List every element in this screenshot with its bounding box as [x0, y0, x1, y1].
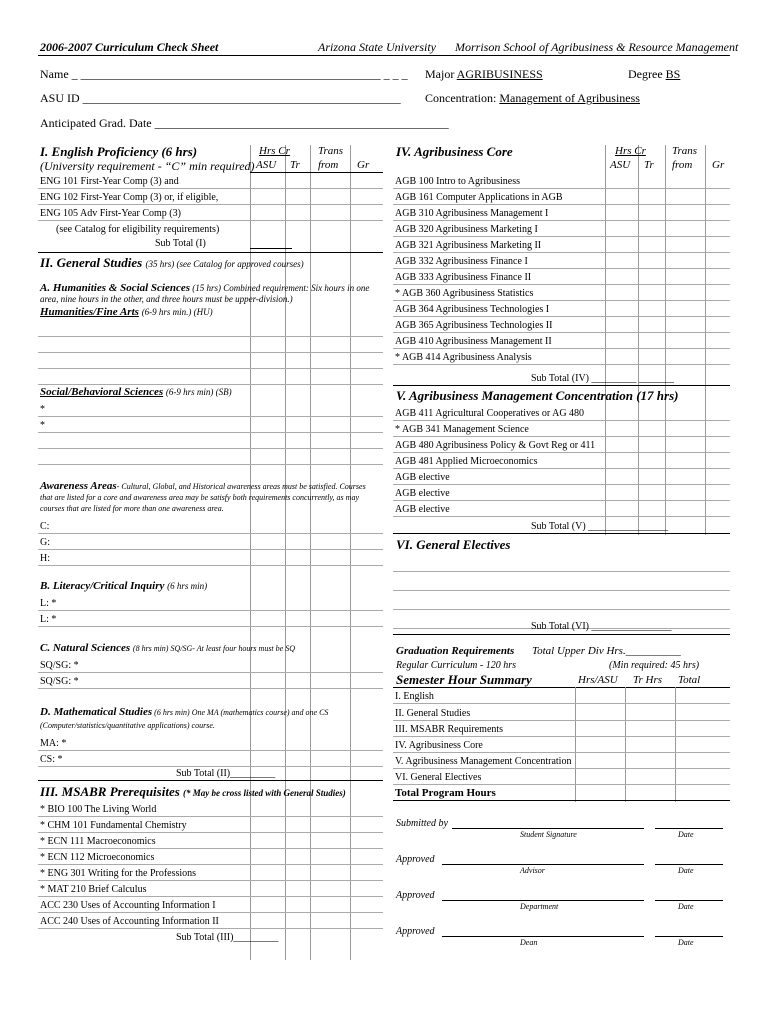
- table-row[interactable]: L: *: [38, 594, 383, 611]
- aw-block: Awareness Areas- Cultural, Global, and Historical awareness areas must be satisfied. Courses that are listed for a core and awareness area may be satisfy both requirements concurrently, as may courses that are listed for more than one awareness area.: [40, 480, 366, 513]
- electives-title: VI. General Electives: [396, 537, 511, 552]
- upper-div-hrs[interactable]: Total Upper Div Hrs.__________: [532, 645, 681, 657]
- advisor-signature-line[interactable]: [442, 864, 644, 865]
- list-item[interactable]: * ECN 112 Microeconomics: [38, 848, 383, 865]
- core-hrs-cr-head: Hrs Cr: [615, 145, 646, 157]
- conc-subtotal[interactable]: Sub Total (V) ________________: [531, 521, 669, 532]
- department-date-line[interactable]: [655, 900, 723, 901]
- table-row[interactable]: [38, 352, 383, 369]
- approved-label: Approved: [396, 854, 435, 865]
- concentration-label: Concentration:: [425, 91, 497, 105]
- list-item: (see Catalog for eligibility requirements): [56, 224, 220, 235]
- list-item[interactable]: AGB 333 Agribusiness Finance II: [393, 268, 730, 285]
- header-rule: [38, 55, 730, 56]
- list-item[interactable]: * AGB 414 Agribusiness Analysis: [393, 348, 730, 365]
- section-rule: [38, 780, 383, 781]
- table-row[interactable]: [38, 336, 383, 353]
- table-row[interactable]: I. English: [393, 687, 730, 704]
- tr-hrs-head: Tr Hrs: [633, 674, 663, 686]
- from-head: from: [318, 159, 339, 171]
- dean-signature-line[interactable]: [442, 936, 644, 937]
- list-item[interactable]: * BIO 100 The Living World: [38, 800, 383, 817]
- table-row[interactable]: CS: *: [38, 750, 383, 767]
- regular-curriculum: Regular Curriculum - 120 hrs: [396, 660, 516, 671]
- list-item[interactable]: ENG 101 First-Year Comp (3) and: [38, 172, 383, 189]
- table-row[interactable]: *: [38, 416, 383, 433]
- list-item[interactable]: * ECN 111 Macroeconomics: [38, 832, 383, 849]
- list-item[interactable]: AGB 411 Agricultural Cooperatives or AG 480: [393, 404, 730, 421]
- date-caption: Date: [678, 902, 694, 911]
- hs-block: A. Humanities & Social Sciences (15 hrs) Combined requirement: Six hours in one area, nine hours in the other, and three hours must be upper-division.): [40, 282, 370, 304]
- hu-title: Humanities/Fine Arts (6-9 hrs min.) (HU): [40, 306, 213, 318]
- msabr-title: III. MSABR Prerequisites (* May be cross listed with General Studies): [40, 784, 346, 799]
- core-title: IV. Agribusiness Core: [396, 144, 513, 159]
- list-item[interactable]: AGB 321 Agribusiness Marketing II: [393, 236, 730, 253]
- submitted-label: Submitted by: [396, 818, 448, 829]
- concentration-value: Management of Agribusiness: [499, 91, 640, 105]
- list-item[interactable]: AGB 481 Applied Microeconomics: [393, 452, 730, 469]
- degree-value: BS: [665, 67, 681, 81]
- core-gr-head: Gr: [712, 159, 725, 171]
- major-value: AGRIBUSINESS: [456, 67, 543, 81]
- core-tr-head: Tr: [644, 159, 654, 171]
- table-row[interactable]: [38, 320, 383, 337]
- department-signature-line[interactable]: [442, 900, 644, 901]
- table-row[interactable]: SQ/SG: *: [38, 672, 383, 689]
- name-field[interactable]: [40, 67, 408, 82]
- electives-subtotal[interactable]: Sub Total (VI) ________________: [531, 621, 672, 632]
- department-caption: Department: [520, 902, 559, 911]
- list-item[interactable]: AGB 480 Agribusiness Policy & Govt Reg or 411: [393, 436, 730, 453]
- student-date-line[interactable]: [655, 828, 723, 829]
- table-row[interactable]: II. General Studies: [393, 704, 730, 721]
- advisor-date-line[interactable]: [655, 864, 723, 865]
- table-row[interactable]: [393, 553, 730, 572]
- list-item[interactable]: AGB 332 Agribusiness Finance I: [393, 252, 730, 269]
- student-caption: Student Signature: [520, 830, 577, 839]
- table-row[interactable]: C:: [38, 517, 383, 534]
- major: [425, 67, 543, 82]
- table-row[interactable]: VI. General Electives: [393, 768, 730, 785]
- list-item[interactable]: AGB 310 Agribusiness Management I: [393, 204, 730, 221]
- sheet-title: 2006-2007 Curriculum Check Sheet: [40, 40, 219, 54]
- asu-id-line: _____________________________________________________: [82, 91, 401, 105]
- list-item[interactable]: AGB elective: [393, 468, 730, 485]
- name-line: __________________________________________________ _ _ _: [80, 67, 408, 81]
- total-head: Total: [678, 674, 701, 686]
- list-item[interactable]: * ENG 301 Writing for the Professions: [38, 864, 383, 881]
- english-subtotal-line[interactable]: [250, 248, 292, 249]
- section-rule: [393, 385, 730, 386]
- section-rule: [38, 252, 383, 253]
- name-label: Name _: [40, 67, 78, 81]
- core-subtotal[interactable]: Sub Total (IV) _________ _______: [531, 373, 674, 384]
- dean-date-line[interactable]: [655, 936, 723, 937]
- concentration: [425, 91, 640, 106]
- approved-label: Approved: [396, 926, 435, 937]
- list-item[interactable]: * MAT 210 Brief Calculus: [38, 880, 383, 897]
- degree: [628, 67, 680, 82]
- min-required: (Min required: 45 hrs): [609, 660, 700, 671]
- date-caption: Date: [678, 866, 694, 875]
- general-title: II. General Studies (35 hrs) (see Catalog for approved courses): [40, 255, 304, 270]
- list-item[interactable]: AGB 364 Agribusiness Technologies I: [393, 300, 730, 317]
- list-item[interactable]: AGB 320 Agribusiness Marketing I: [393, 220, 730, 237]
- student-signature-line[interactable]: [452, 828, 644, 829]
- tr-head: Tr: [290, 159, 300, 171]
- table-row[interactable]: IV. Agribusiness Core: [393, 736, 730, 753]
- ns-title: C. Natural Sciences (8 hrs min) SQ/SG- At least four hours must be SQ: [40, 642, 295, 654]
- list-item[interactable]: * AGB 360 Agribusiness Statistics: [393, 284, 730, 301]
- general-subtotal[interactable]: Sub Total (II)_________: [176, 768, 276, 779]
- list-item[interactable]: AGB 410 Agribusiness Management II: [393, 332, 730, 349]
- approved-label: Approved: [396, 890, 435, 901]
- english-subtotal: Sub Total (I): [155, 238, 206, 249]
- trans-head: Trans: [318, 145, 344, 157]
- university-name: Arizona State University: [318, 40, 436, 54]
- list-item[interactable]: ACC 240 Uses of Accounting Information II: [38, 912, 383, 929]
- table-row[interactable]: V. Agribusiness Management Concentration: [393, 752, 730, 769]
- school-name: Morrison School of Agribusiness & Resource Management: [455, 40, 739, 54]
- list-item[interactable]: AGB elective: [393, 484, 730, 501]
- table-row[interactable]: H:: [38, 549, 383, 566]
- list-item[interactable]: * AGB 341 Management Science: [393, 420, 730, 437]
- asu-id-label: ASU ID: [40, 91, 80, 105]
- table-row[interactable]: MA: *: [38, 734, 383, 751]
- table-row[interactable]: Total Program Hours: [393, 784, 730, 801]
- english-sub: (University requirement - “C” min required): [40, 159, 255, 173]
- table-row[interactable]: L: *: [38, 610, 383, 627]
- table-row[interactable]: SQ/SG: *: [38, 656, 383, 673]
- ms-block: D. Mathematical Studies (6 hrs min) One MA (mathematics course) and one CS (Computer/statistics/quantitative applications) course.: [40, 706, 329, 730]
- table-row[interactable]: [38, 448, 383, 465]
- core-asu-head: ASU: [610, 159, 631, 171]
- table-row[interactable]: [38, 368, 383, 385]
- list-item[interactable]: AGB 365 Agribusiness Technologies II: [393, 316, 730, 333]
- core-from-head: from: [672, 159, 693, 171]
- conc-title: V. Agribusiness Management Concentration (17 hrs): [396, 388, 679, 403]
- list-item[interactable]: AGB 100 Intro to Agribusiness: [393, 172, 730, 189]
- section-rule: [393, 634, 730, 635]
- degree-label: Degree: [628, 67, 663, 81]
- date-caption: Date: [678, 830, 694, 839]
- core-trans-head: Trans: [672, 145, 698, 157]
- dean-caption: Dean: [520, 938, 538, 947]
- table-row[interactable]: [393, 591, 730, 610]
- asu-id-field[interactable]: [40, 91, 401, 106]
- english-title: I. English Proficiency (6 hrs): [40, 144, 198, 159]
- list-item[interactable]: ENG 102 First-Year Comp (3) or, if eligible,: [38, 188, 383, 205]
- sb-title: Social/Behavioral Sciences (6-9 hrs min) (SB): [40, 386, 232, 398]
- list-item[interactable]: ENG 105 Adv First-Year Comp (3): [38, 204, 383, 221]
- advisor-caption: Advisor: [520, 866, 545, 875]
- date-caption: Date: [678, 938, 694, 947]
- grad-date-line: _________________________________________________: [154, 116, 449, 130]
- hrs-asu-head: Hrs/ASU: [578, 674, 618, 686]
- lit-title: B. Literacy/Critical Inquiry (6 hrs min): [40, 580, 208, 592]
- list-item[interactable]: AGB 161 Computer Applications in AGB: [393, 188, 730, 205]
- list-item[interactable]: ACC 230 Uses of Accounting Information I: [38, 896, 383, 913]
- asu-head: ASU: [256, 159, 277, 171]
- hrs-cr-head: Hrs Cr: [259, 145, 290, 157]
- table-row[interactable]: *: [38, 400, 383, 417]
- table-row[interactable]: G:: [38, 533, 383, 550]
- summary-title: Semester Hour Summary: [396, 672, 532, 687]
- grad-date-field[interactable]: [40, 116, 449, 131]
- major-label: Major: [425, 67, 455, 81]
- grad-requirements: Graduation Requirements: [396, 645, 515, 657]
- gr-head: Gr: [357, 159, 370, 171]
- table-row[interactable]: III. MSABR Requirements: [393, 720, 730, 737]
- table-row[interactable]: [393, 572, 730, 591]
- list-item[interactable]: * CHM 101 Fundamental Chemistry: [38, 816, 383, 833]
- section-rule: [393, 533, 730, 534]
- grad-date-label: Anticipated Grad. Date: [40, 116, 152, 130]
- table-row[interactable]: [38, 432, 383, 449]
- list-item[interactable]: AGB elective: [393, 500, 730, 517]
- msabr-subtotal[interactable]: Sub Total (III)_________: [176, 932, 279, 943]
